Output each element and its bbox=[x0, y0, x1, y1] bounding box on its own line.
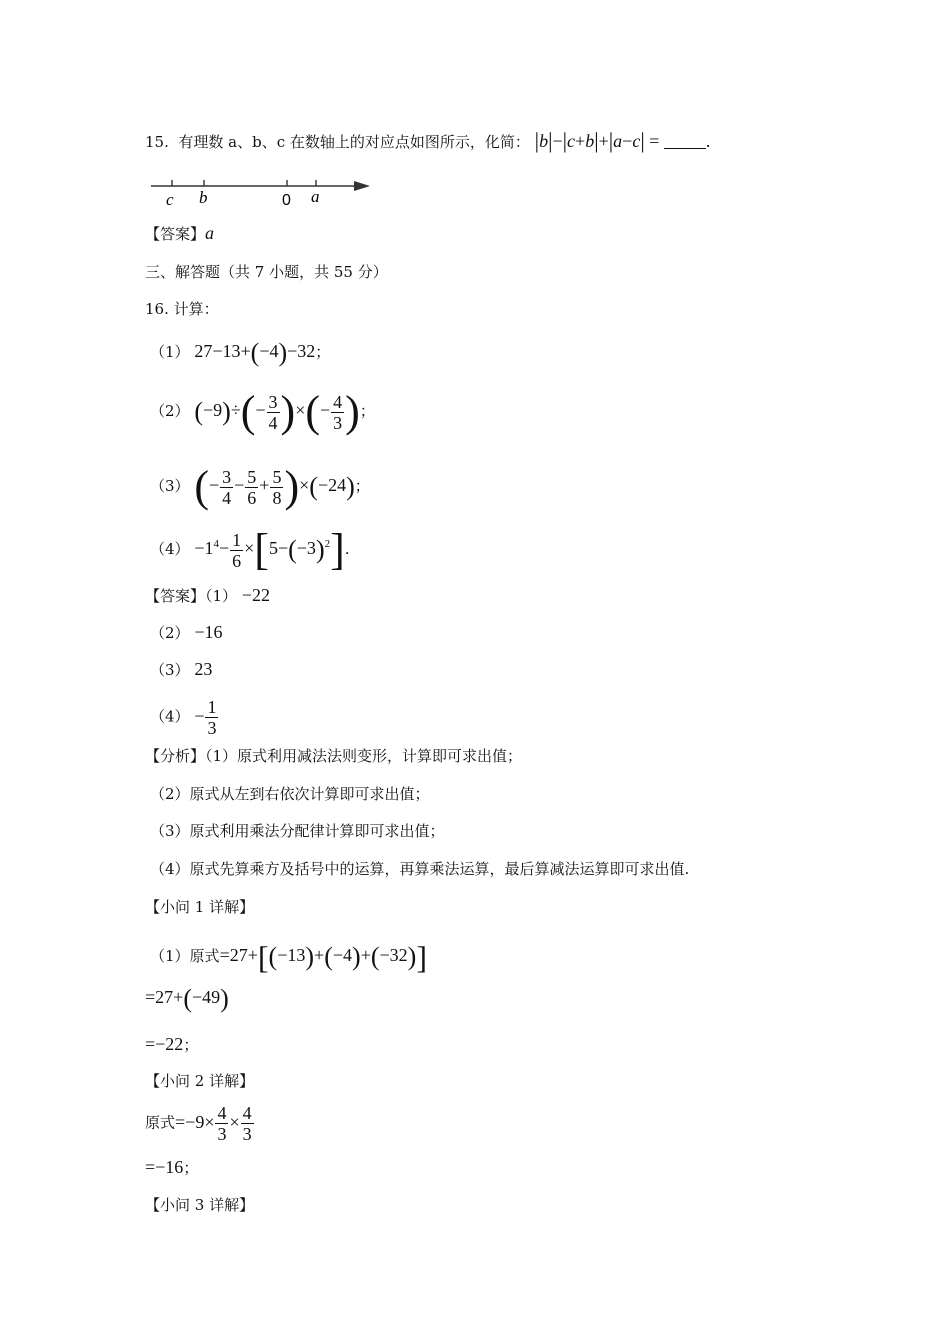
answer-blank bbox=[664, 134, 706, 149]
part-label: （2） bbox=[150, 402, 190, 421]
part-label: （2） bbox=[150, 624, 190, 642]
detail-2-label: 【小问 2 详解】 bbox=[145, 1072, 255, 1090]
part-4-expression: $-1^4-$ $\frac{1}{6}$ $\times[5-(-3)^2]$ bbox=[194, 525, 345, 574]
detail-1-step-3: =−22； bbox=[145, 1034, 199, 1054]
number-line-arrow bbox=[354, 181, 370, 191]
minus-sign: − bbox=[194, 705, 205, 726]
label-a: a bbox=[311, 187, 320, 206]
analysis-3: （3）原式利用乘法分配律计算即可求出值； bbox=[150, 822, 445, 840]
part-label: （4） bbox=[150, 540, 190, 559]
yuanshi-label: 原式 bbox=[189, 947, 220, 966]
answer-label: 【答案】 bbox=[145, 587, 206, 605]
answer-1-value: −22 bbox=[241, 585, 270, 605]
detail-1-step-2: =27+(−49) bbox=[145, 983, 229, 1013]
analysis-label: 【分析】 bbox=[145, 747, 206, 765]
analysis-text: （1）原式利用减法法则变形，计算即可求出值； bbox=[205, 747, 523, 765]
detail-1-label: 【小问 1 详解】 bbox=[145, 898, 255, 916]
analysis-4: （4）原式先算乘方及括号中的运算，再算乘法运算，最后算减法运算即可求出值. bbox=[150, 860, 690, 878]
answer-2-value: −16 bbox=[194, 622, 223, 642]
part-label: （1） bbox=[150, 343, 190, 361]
q16-part-4: $(4) -1^4-$ $\frac{1}{6}$ $\times[5-(-3)^2]$. bbox=[150, 525, 350, 574]
q16-answer-4 bbox=[150, 698, 219, 737]
q16-part-2: （2） (−9)÷(− $\frac{3}{4}$ )×(− $\frac{4}{3}$ )； bbox=[150, 387, 375, 436]
part-label: （4） bbox=[150, 707, 190, 726]
q16-part-1: （1） 27−13+(−4)−32； bbox=[150, 337, 331, 367]
q15-number: 15. bbox=[145, 133, 169, 151]
q16-answer-1 bbox=[145, 585, 270, 606]
part-2-expression: (−9)÷(− $\frac{3}{4}$ )×(− $\frac{4}{3}$ ) bbox=[194, 387, 360, 436]
part-label: （3） bbox=[150, 661, 190, 679]
analysis-2: （2）原式从左到右依次计算即可求出值； bbox=[150, 785, 430, 803]
q16-answer-3 bbox=[150, 659, 212, 680]
part-1-expression: 27−13+(−4)−32 bbox=[194, 337, 316, 367]
q16-part-3: （3） (− $\frac{3}{4}$ − $\frac{5}{6}$ + $\frac{5}{8}$ )×(−24)； bbox=[150, 462, 370, 511]
q16-title: 16. 计算： bbox=[145, 300, 219, 318]
detail-1-step-1: （1）原式=27+[(−13)+(−4)+(−32)] bbox=[150, 939, 427, 975]
section-title: 三、解答题（共 7 小题，共 55 分） bbox=[145, 263, 388, 281]
answer-4-value: − $\frac{1}{3}$ bbox=[194, 697, 217, 738]
label-zero: 0 bbox=[282, 192, 291, 209]
label-c: c bbox=[166, 190, 174, 209]
part-label: （1） bbox=[205, 587, 238, 605]
part-label: （3） bbox=[150, 477, 190, 496]
detail-3-label: 【小问 3 详解】 bbox=[145, 1196, 255, 1214]
q15-answer bbox=[145, 223, 214, 244]
part-label: （1） bbox=[150, 947, 190, 966]
detail-2-step-2: =−16； bbox=[145, 1157, 199, 1177]
answer-label: 【答案】 bbox=[145, 225, 206, 243]
label-b: b bbox=[199, 188, 208, 207]
q16-answer-2 bbox=[150, 622, 222, 643]
q15-line bbox=[145, 128, 711, 153]
q15-expression: |b|−|c+b|+|a−c| = . bbox=[534, 128, 711, 153]
number-line-figure bbox=[148, 172, 378, 212]
analysis-1 bbox=[145, 746, 522, 766]
q15-answer-value: a bbox=[205, 223, 215, 243]
q15-text: 有理数 a、b、c 在数轴上的对应点如图所示，化简： bbox=[178, 133, 530, 151]
yuanshi-label: 原式 bbox=[145, 1113, 176, 1132]
part-3-expression: (− $\frac{3}{4}$ − $\frac{5}{6}$ + $\frac{5}{8}$ )×(−24) bbox=[194, 462, 355, 511]
detail-2-step-1: 原式=−9× $\frac{4}{3}$ × $\frac{4}{3}$ bbox=[145, 1103, 252, 1144]
answer-3-value: 23 bbox=[194, 659, 213, 679]
